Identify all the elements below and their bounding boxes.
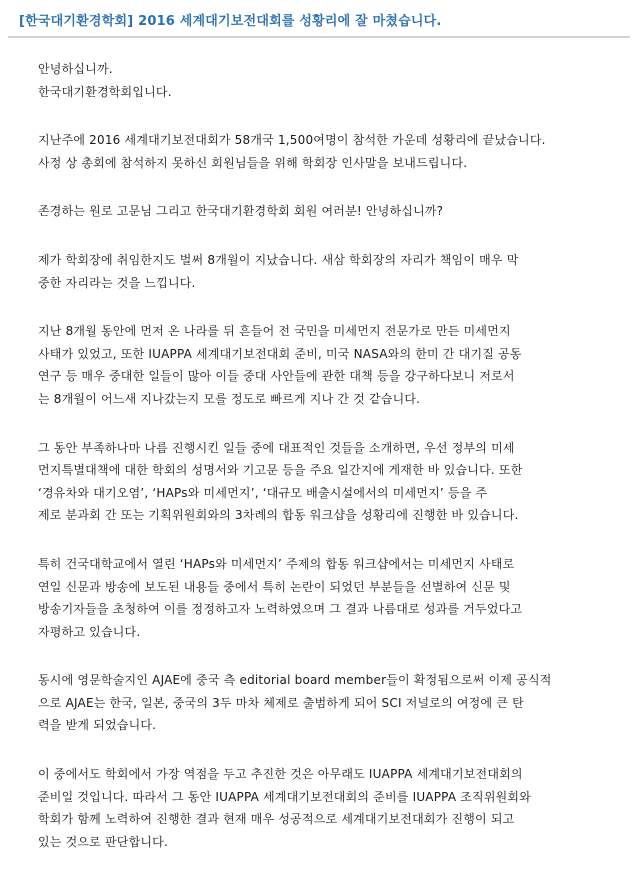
- paragraph-past-months: [38, 320, 612, 410]
- text-line: 학회가 함께 노력하여 진행한 결과 현재 매우 성공적으로 세계대기보전대회가 진행이 되고: [38, 812, 515, 827]
- text-line: 동시에 영문학술지인 AJAE에 중국 측 editorial board member들이 확정됨으로써 이제 공식적: [38, 673, 552, 688]
- paragraph-salutation: [38, 200, 612, 223]
- text-line: 존경하는 원로 고문님 그리고 한국대기환경학회 회원 여러분! 안녕하십니까?: [38, 204, 444, 219]
- paragraph-activities: [38, 437, 612, 527]
- text-line: 사태가 있었고, 또한 IUAPPA 세계대기보전대회 준비, 미국 NASA와의 한미 간 대기질 공동: [38, 346, 522, 361]
- paragraph-greeting: [38, 58, 612, 103]
- text-line: 먼지특별대책에 대한 학회의 성명서와 기고문 등을 주요 일간지에 게재한 바 있습니다. 또한: [38, 463, 523, 478]
- paragraph-workshop: [38, 553, 612, 643]
- text-line: 중한 자리라는 것을 느낍니다.: [38, 275, 196, 290]
- text-line: 그 동안 부족하나마 나름 진행시킨 일들 중에 대표적인 것들을 소개하면, 우선 정부의 미세: [38, 440, 515, 455]
- text-line: 있는 것으로 판단합니다.: [38, 834, 168, 849]
- text-line: ‘경유차와 대기오염’, ‘HAPs와 미세먼지’, ‘대규모 배출시설에서의 미세먼지’ 등을 주: [38, 485, 488, 500]
- text-line: 사정 상 총회에 참석하지 못하신 회원님들을 위해 학회장 인사말을 보내드립니다.: [38, 155, 468, 170]
- letter-body: [38, 58, 612, 875]
- text-line: 제로 분과회 간 또는 기획위원회와의 3차례의 합동 워크샵을 성황리에 진행한 바 있습니다.: [38, 508, 519, 523]
- text-line: 는 8개월이 어느새 지나갔는지 모를 정도로 빠르게 지나 간 것 같습니다.: [38, 391, 421, 406]
- text-line: 지난 8개월 동안에 먼저 온 나라를 뒤 흔들어 전 국민을 미세먼지 전문가로 만든 미세먼지: [38, 324, 511, 339]
- text-line: 지난주에 2016 세계대기보전대회가 58개국 1,500여명이 참석한 가운데 성황리에 끝났습니다.: [38, 133, 546, 148]
- text-line: 연일 신문과 방송에 보도된 내용들 중에서 특히 논란이 되었던 부분들을 선별하여 신문 및: [38, 579, 511, 594]
- text-line: 이 중에서도 학회에서 가장 역점을 두고 추진한 것은 아무래도 IUAPPA 세계대기보전대회의: [38, 767, 523, 782]
- text-line: 한국대기환경학회입니다.: [38, 84, 172, 99]
- paragraph-journal: [38, 669, 612, 737]
- header-bar: [8, 6, 630, 38]
- paragraph-tenure: [38, 249, 612, 294]
- text-line: 으로 AJAE는 한국, 일본, 중국의 3두 마차 체제로 출범하게 되어 SCI 저널로의 여정에 큰 탄: [38, 695, 524, 710]
- text-line: 자평하고 있습니다.: [38, 624, 141, 639]
- text-line: 준비일 것입니다. 따라서 그 동안 IUAPPA 세계대기보전대회의 준비를 IUAPPA 조직위원회와: [38, 789, 531, 804]
- text-line: 력을 받게 되었습니다.: [38, 718, 157, 733]
- paragraph-intro: [38, 129, 612, 174]
- text-line: 연구 등 매우 중대한 일들이 많아 이들 중대 사안들에 관한 대책 등을 강구하다보니 저로서: [38, 369, 515, 384]
- text-line: 안녕하십니까.: [38, 62, 113, 76]
- text-line: 제가 학회장에 취임한지도 벌써 8개월이 지났습니다. 새삼 학회장의 자리가 책임이 매우 막: [38, 252, 519, 267]
- text-line: 특히 건국대학교에서 열린 ‘HAPs와 미세먼지’ 주제의 합동 워크샵에서는 미세먼지 사태로: [38, 556, 515, 571]
- page-title: [한국대기환경학회] 2016 세계대기보전대회를 성황리에 잘 마쳤습니다.: [19, 14, 442, 29]
- paragraph-congress: [38, 763, 612, 853]
- text-line: 방송기자들을 초청하여 이를 정정하고자 노력하였으며 그 결과 나름대로 성과를 거두었다고: [38, 602, 523, 617]
